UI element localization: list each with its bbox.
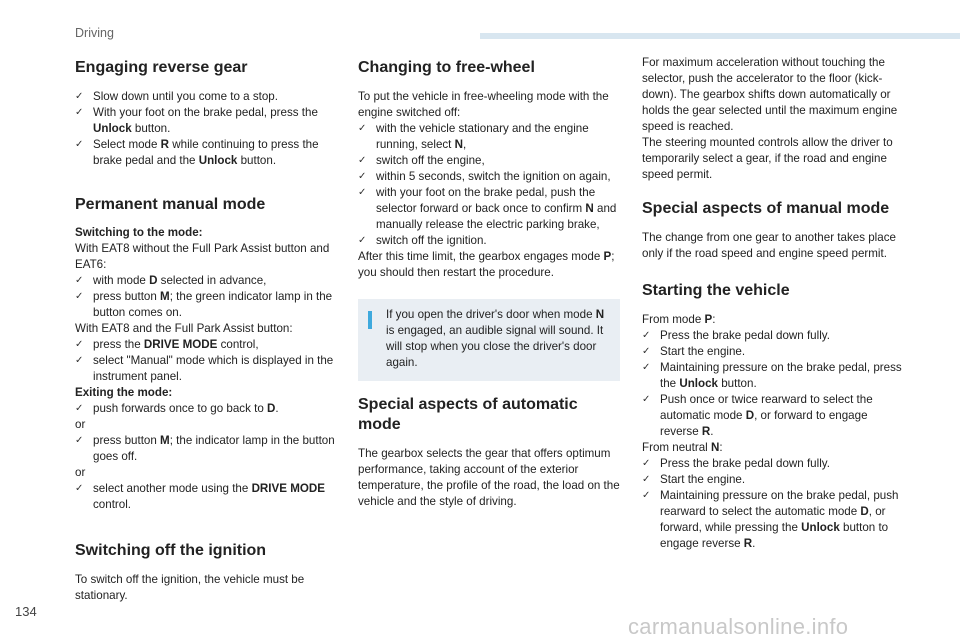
list-item: ✓ press button M; the green indicator lamp in the button comes on. — [75, 290, 333, 319]
check-bullet-icon: ✓ — [75, 339, 84, 350]
check-bullet-icon: ✓ — [75, 275, 84, 286]
check-bullet-icon: ✓ — [642, 490, 651, 501]
heading-engaging-reverse: Engaging reverse gear — [75, 59, 248, 76]
check-bullet-icon: ✓ — [75, 483, 84, 494]
check-bullet-icon: ✓ — [642, 362, 651, 373]
column-left — [75, 55, 343, 604]
paragraph: The steering mounted controls allow the driver to temporarily select a gear, if the road and engine speed permit. — [642, 136, 893, 181]
list-item: ✓ Press the brake pedal down fully. — [642, 457, 830, 470]
info-bar-icon — [368, 311, 372, 329]
check-bullet-icon: ✓ — [642, 330, 651, 341]
paragraph: For maximum acceleration without touching the selector, push the accelerator to the floor (kick-down). The gearbox shifts down automatically or holds the gear selected until the maximum engine speed is reached. — [642, 56, 898, 133]
check-bullet-icon: ✓ — [642, 346, 651, 357]
list-item: ✓ With your foot on the brake pedal, press the Unlock button. — [75, 106, 318, 135]
list-item: ✓ Start the engine. — [642, 345, 746, 358]
check-bullet-icon: ✓ — [75, 91, 84, 102]
list-item: ✓ with your foot on the brake pedal, push the selector forward or back once to confirm N and manually release the electric parking brake, — [358, 186, 617, 231]
paragraph: With EAT8 without the Full Park Assist button and EAT6: — [75, 242, 330, 271]
check-bullet-icon: ✓ — [642, 458, 651, 469]
paragraph: To switch off the ignition, the vehicle must be stationary. — [75, 573, 305, 602]
paragraph: To put the vehicle in free-wheeling mode with the engine switched off: — [358, 90, 609, 119]
list-item: ✓ Slow down until you come to a stop. — [75, 90, 278, 103]
heading-starting-vehicle: Starting the vehicle — [642, 282, 790, 299]
heading-automatic-mode: Special aspects of automatic mode — [358, 396, 578, 433]
paragraph: After this time limit, the gearbox engages mode P; you should then restart the procedure. — [358, 250, 615, 279]
paragraph: From neutral N: — [642, 441, 723, 454]
check-bullet-icon: ✓ — [358, 187, 367, 198]
paragraph: The gearbox selects the gear that offers optimum performance, taking account of the exterior temperature, the profile of the road, the load on the vehicle and the style of driving. — [358, 447, 620, 508]
list-item: ✓ press button M; the indicator lamp in the button goes off. — [75, 434, 335, 463]
header-bar — [480, 33, 960, 39]
list-item: ✓ Select mode R while continuing to press the brake pedal and the Unlock button. — [75, 138, 319, 167]
heading-free-wheel: Changing to free-wheel — [358, 59, 535, 76]
check-bullet-icon: ✓ — [358, 171, 367, 182]
column-right — [642, 55, 904, 552]
list-item: ✓ with mode D selected in advance, — [75, 274, 267, 287]
check-bullet-icon: ✓ — [75, 139, 84, 150]
list-item: ✓ Push once or twice rearward to select the automatic mode D, or forward to engage reverse R. — [642, 393, 873, 438]
list-item: ✓ Press the brake pedal down fully. — [642, 329, 830, 342]
list-item: ✓ switch off the engine, — [358, 154, 485, 167]
info-note: If you open the driver's door when mode N is engaged, an audible signal will sound. It will stop when you close the driver's door again. — [358, 299, 620, 381]
check-bullet-icon: ✓ — [75, 291, 84, 302]
check-bullet-icon: ✓ — [358, 235, 367, 246]
subheading: Exiting the mode: — [75, 386, 173, 399]
subheading: Switching to the mode: — [75, 226, 203, 239]
list-item: ✓ Maintaining pressure on the brake pedal, press the Unlock button. — [642, 361, 902, 390]
or-text: or — [75, 418, 86, 431]
check-bullet-icon: ✓ — [358, 155, 367, 166]
list-item: ✓ switch off the ignition. — [358, 234, 487, 247]
paragraph: The change from one gear to another takes place only if the road speed and engine speed permit. — [642, 231, 896, 260]
paragraph: With EAT8 and the Full Park Assist button: — [75, 322, 293, 335]
column-middle — [358, 55, 620, 510]
heading-permanent-manual: Permanent manual mode — [75, 196, 266, 213]
check-bullet-icon: ✓ — [75, 435, 84, 446]
paragraph: From mode P: — [642, 313, 716, 326]
watermark: carmanualsonline.info — [628, 614, 849, 639]
section-label: Driving — [75, 26, 114, 40]
check-bullet-icon: ✓ — [358, 123, 367, 134]
check-bullet-icon: ✓ — [75, 355, 84, 366]
check-bullet-icon: ✓ — [75, 403, 84, 414]
page-number: 134 — [15, 604, 37, 619]
list-item: ✓ push forwards once to go back to D. — [75, 402, 279, 415]
list-item: ✓ within 5 seconds, switch the ignition on again, — [358, 170, 611, 183]
list-item: ✓ select another mode using the DRIVE MODE control. — [75, 482, 325, 511]
list-item: ✓ select "Manual" mode which is displayed in the instrument panel. — [75, 354, 334, 383]
check-bullet-icon: ✓ — [642, 394, 651, 405]
list-item: ✓ with the vehicle stationary and the engine running, select N, — [358, 122, 589, 151]
check-bullet-icon: ✓ — [75, 107, 84, 118]
heading-switching-off-ignition: Switching off the ignition — [75, 542, 267, 559]
list-item: ✓ Maintaining pressure on the brake pedal, push rearward to select the automatic mode D, or forward, while pressing the Unlock button to engage reverse R. — [642, 489, 899, 550]
check-bullet-icon: ✓ — [642, 474, 651, 485]
or-text: or — [75, 466, 86, 479]
list-item: ✓ press the DRIVE MODE control, — [75, 338, 259, 351]
heading-manual-aspects: Special aspects of manual mode — [642, 200, 890, 217]
list-item: ✓ Start the engine. — [642, 473, 746, 486]
